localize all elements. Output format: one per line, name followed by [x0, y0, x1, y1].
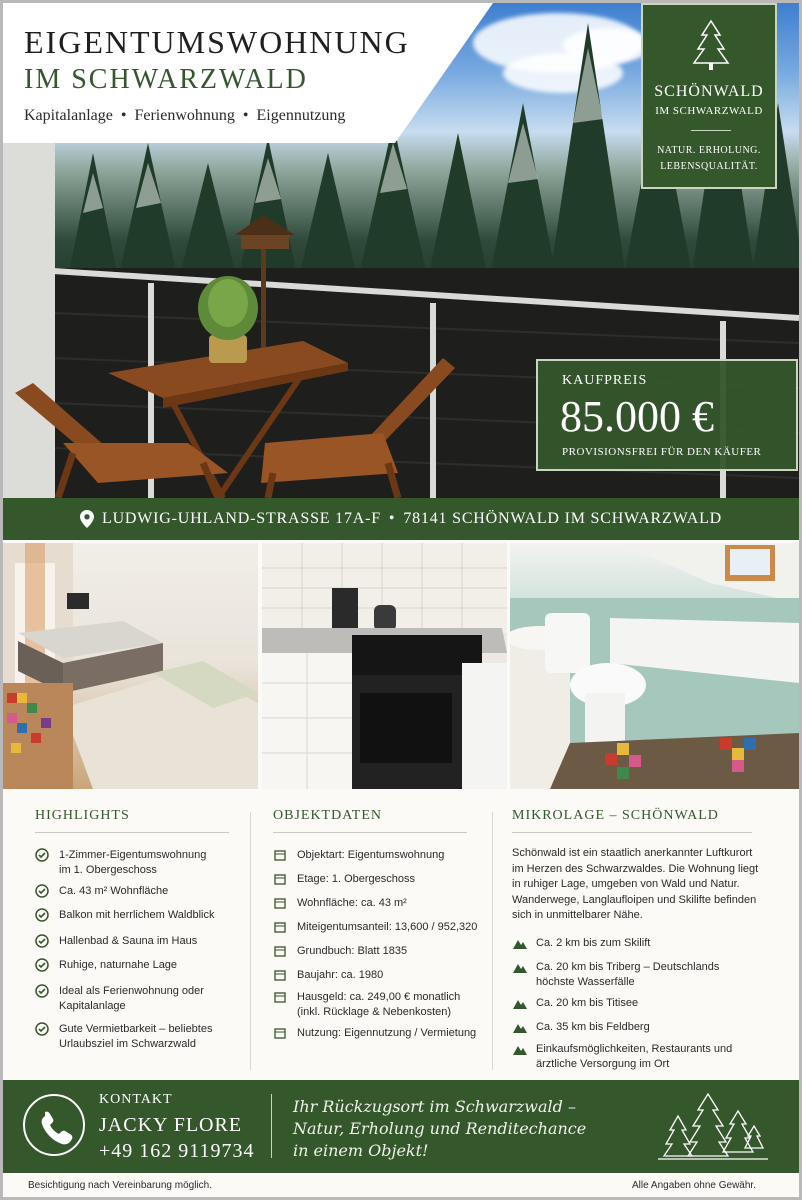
tag-ferienwohnung: Ferienwohnung — [134, 107, 235, 124]
item-text: Gute Vermietbarkeit – beliebtes — [59, 1023, 213, 1035]
column-divider — [250, 812, 251, 1070]
address-bar — [3, 498, 799, 540]
footer-note-left: Besichtigung nach Vereinbarung möglich. — [28, 1180, 213, 1191]
divider — [691, 130, 731, 131]
brand-sub: IM SCHWARZWALD — [655, 105, 763, 117]
item-text: Ca. 20 km bis Titisee — [536, 997, 639, 1009]
mikrolage-heading: MIKROLAGE – SCHÖNWALD — [512, 808, 719, 823]
item-text: Hallenbad & Sauna im Haus — [59, 935, 198, 947]
item-text-cont: im 1. Obergeschoss — [59, 864, 157, 876]
contact-phone[interactable]: +49 162 9119734 — [99, 1140, 255, 1162]
brand-badge — [641, 3, 777, 189]
mikrolage-section — [512, 808, 772, 1070]
house-icon — [273, 968, 287, 982]
item-text: Ruhige, naturnahe Lage — [59, 959, 178, 971]
usage-tags — [24, 107, 345, 125]
bedroom-photo — [3, 543, 258, 789]
highlights-section — [35, 808, 235, 1050]
mikrolage-description: Schönwald ist ein staatlich anerkannter Luftkurort im Herzen des Schwarzwaldes. Die Wohnung liegt in ruhiger Lage, umgeben von Wald und Natur. Wanderwege, Langlaufloipen und Skilifte befinden sich in unmittelbarer Nähe. — [512, 847, 759, 921]
area-icon — [273, 896, 287, 910]
bullet-dot: • — [238, 107, 253, 124]
item-text: Einkaufsmöglichkeiten, Restaurants und — [536, 1043, 733, 1055]
fir-tree-icon — [692, 19, 730, 71]
kitchen-photo — [262, 543, 507, 789]
item-text: 1-Zimmer-Eigentumswohnung — [59, 849, 207, 861]
brand-tagline-1: NATUR. ERHOLUNG. — [657, 145, 761, 156]
item-text: Hausgeld: ca. 249,00 € monatlich — [297, 991, 461, 1003]
bathroom-photo — [510, 543, 799, 789]
item-text: Ca. 20 km bis Triberg – Deutschlands — [536, 961, 720, 973]
check-icon — [35, 984, 49, 998]
divider — [273, 832, 467, 833]
brand-tagline — [643, 143, 775, 175]
price-label: KAUFPREIS — [562, 373, 648, 388]
check-icon — [35, 1022, 49, 1036]
item-text: Balkon mit herrlichem Waldblick — [59, 909, 215, 921]
check-icon — [35, 848, 49, 862]
item-text: Wohnfläche: ca. 43 m² — [297, 897, 407, 909]
forest-trees-icon — [658, 1086, 768, 1166]
highlights-heading: HIGHLIGHTS — [35, 808, 130, 823]
item-text-cont: Urlaubsziel im Schwarzwald — [59, 1038, 196, 1050]
title-line-2: IM SCHWARZWALD — [24, 64, 308, 95]
item-text: Baujahr: ca. 1980 — [297, 969, 384, 981]
item-text: Nutzung: Eigennutzung / Vermietung — [297, 1027, 477, 1039]
mountain-icon — [512, 1020, 526, 1034]
item-text: Miteigentumsanteil: 13,600 / 952,320 — [297, 921, 478, 933]
check-icon — [35, 958, 49, 972]
stairs-icon — [273, 872, 287, 886]
item-text-cont: höchste Wasserfälle — [536, 976, 635, 988]
building-icon — [273, 848, 287, 862]
slogan-line-3: in einem Objekt! — [293, 1141, 429, 1160]
location-pin-icon — [80, 510, 94, 528]
brand-name: SCHÖNWALD — [654, 83, 764, 100]
check-icon — [35, 884, 49, 898]
objektdaten-heading: OBJEKTDATEN — [273, 808, 382, 823]
bullet-dot: • — [388, 510, 396, 527]
item-text: Grundbuch: Blatt 1835 — [297, 945, 408, 957]
brand-tagline-2: LEBENSQUALITÄT. — [660, 161, 758, 172]
item-text: Etage: 1. Obergeschoss — [297, 873, 416, 885]
item-text-cont: Kapitalanlage — [59, 1000, 126, 1012]
price-value: 85.000 € — [560, 392, 714, 441]
price-box — [536, 359, 798, 471]
slogan-line-2: Natur, Erholung und Renditechance — [293, 1119, 587, 1138]
contact-label: KONTAKT — [99, 1092, 173, 1107]
item-text-cont: ärztliche Versorgung im Ort — [536, 1058, 670, 1070]
check-icon — [35, 908, 49, 922]
tag-eigennutzung: Eigennutzung — [256, 107, 346, 124]
divider — [35, 832, 229, 833]
contact-name: JACKY FLORE — [99, 1114, 243, 1136]
price-note: PROVISIONSFREI FÜR DEN KÄUFER — [562, 446, 762, 458]
phone-icon — [23, 1094, 85, 1156]
waterfall-icon — [512, 960, 526, 974]
handshake-icon — [273, 1026, 287, 1040]
book-icon — [273, 944, 287, 958]
title-line-1: EIGENTUMSWOHNUNG — [24, 24, 410, 60]
item-text: Ca. 35 km bis Feldberg — [536, 1021, 650, 1033]
cart-icon — [512, 1042, 526, 1056]
item-text: Ideal als Ferienwohnung oder — [59, 985, 204, 997]
address-street: LUDWIG-UHLAND-STRASSE 17A-F — [102, 510, 381, 527]
bullet-dot: • — [116, 107, 131, 124]
skier-icon — [512, 936, 526, 950]
divider — [271, 1094, 272, 1158]
divider — [512, 832, 752, 833]
item-text-cont: (inkl. Rücklage & Nebenkosten) — [297, 1006, 452, 1018]
check-icon — [35, 934, 49, 948]
slogan — [293, 1096, 603, 1162]
money-icon — [273, 990, 287, 1004]
footer-note-right: Alle Angaben ohne Gewähr. — [632, 1180, 756, 1191]
contact-bar — [3, 1080, 799, 1173]
share-icon — [273, 920, 287, 934]
objektdaten-section — [273, 808, 483, 1039]
lake-icon — [512, 996, 526, 1010]
item-text: Ca. 2 km bis zum Skilift — [536, 937, 651, 949]
address-city: 78141 SCHÖNWALD IM SCHWARZWALD — [403, 510, 722, 527]
tag-kapitalanlage: Kapitalanlage — [24, 107, 113, 124]
slogan-line-1: Ihr Rückzugsort im Schwarzwald – — [293, 1097, 576, 1116]
column-divider — [492, 812, 493, 1070]
item-text: Ca. 43 m² Wohnfläche — [59, 885, 169, 897]
item-text: Objektart: Eigentumswohnung — [297, 849, 445, 861]
